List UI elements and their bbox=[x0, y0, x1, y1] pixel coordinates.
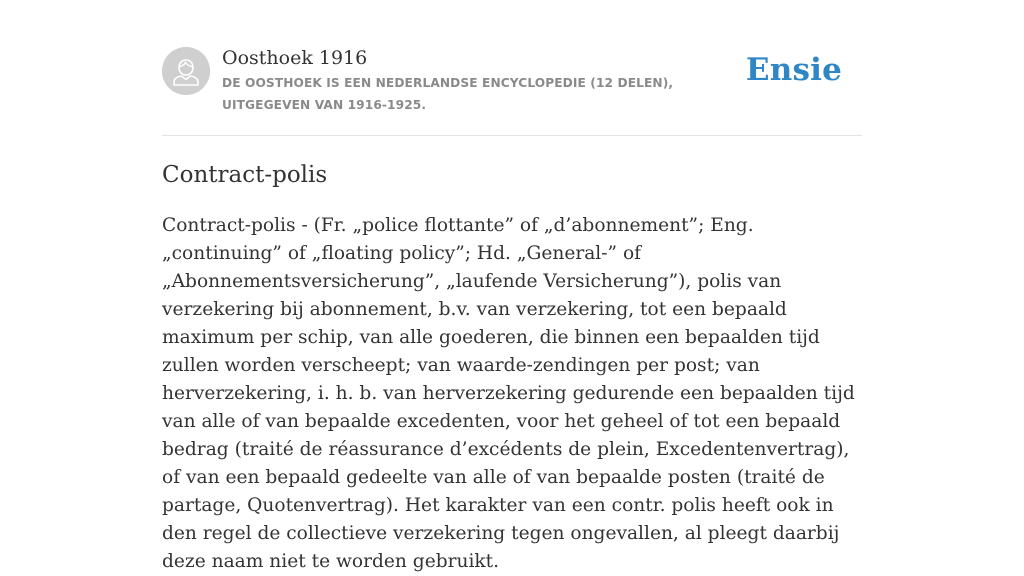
header-divider bbox=[162, 135, 862, 136]
entry-body: Contract-polis - (Fr. „police flottante” of „d’abonnement”; Eng. „continuing” of „floating policy”; Hd. „General-” of „Abonnementsversicherung”, „laufende Versicherung”), polis van verzekering bij abonnement, b.v. van verzekering, tot een bepaald maximum per schip, van alle goederen, die binnen een bepaalden tijd zullen worden verscheept; van waarde-zendingen per post; van herverzekering, i. h. b. van herverzekering gedurende een bepaalden tijd van alle of van bepaalde excedenten, voor het geheel of tot een bepaald bedrag (traité de réassurance d’excédents de plein, Excedentenvertrag), of van een bepaald gedeelte van alle of van bepaalde posten (traité de partage, Quotenvertrag). Het karakter van een contr. polis heeft ook in den regel de collectieve verzekering tegen ongevallen, al pleegt daarbij deze naam niet te worden gebruikt. bbox=[162, 215, 855, 572]
source-description: DE OOSTHOEK IS EEN NEDERLANDSE ENCYCLOPEDIE (12 DELEN), UITGEGEVEN VAN 1916-1925. bbox=[222, 76, 674, 112]
source-title[interactable]: Oosthoek 1916 bbox=[222, 47, 368, 69]
entry-title: Contract-polis bbox=[162, 162, 328, 188]
user-icon[interactable] bbox=[162, 47, 210, 95]
source-header bbox=[162, 46, 862, 135]
ensie-logo[interactable]: Ensie bbox=[745, 52, 842, 88]
